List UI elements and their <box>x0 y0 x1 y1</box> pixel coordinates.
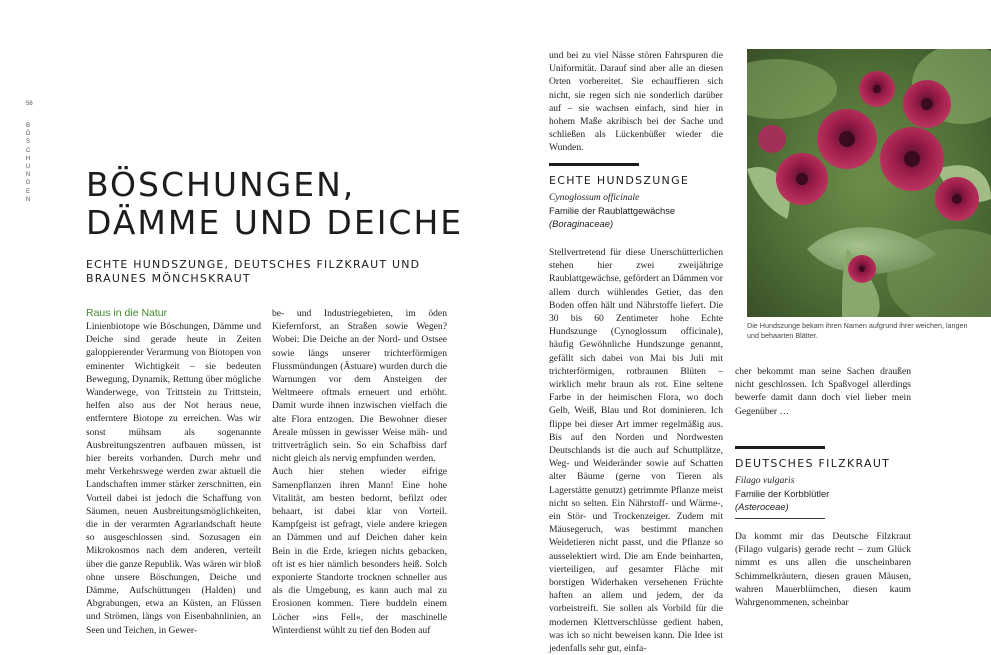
species-family-latin: (Boraginaceae) <box>549 217 614 229</box>
body-paragraph: Auch hier stehen wieder eifrige Samenpflanzen ihren Mann! Eine hohe Vitalität, am besten bedornt, befilzt oder behaart, ist dabei klar von Vorteil. Kampfgeist ist gefragt, viele andere kriegen an Dämmen und auf Deichen daher kein Bein in die Erde, kriegen nichts gebacken, oft ist es hier nämlich besonders heiß. Solch exponierte Standorte trocknen schneller aus als die Umgebung, es kann auch mal zu Erosionen kommen. Tiere buddeln einem Löcher »ins Fell«, der maschinelle Winterdienst wühlt zu tief den Boden auf <box>272 466 447 636</box>
species-latin-name: Cynoglossum officinale <box>549 192 640 203</box>
page-title <box>86 166 463 242</box>
article-subtitle: ECHTE HUNDSZUNGE, DEUTSCHES FILZKRAUT UND BRAUNES MÖNCHSKRAUT <box>86 258 421 285</box>
species-title-filzkraut: DEUTSCHES FILZKRAUT <box>735 457 891 470</box>
species-rule <box>549 163 639 166</box>
species-latin-name: Filago vulgaris <box>735 475 795 486</box>
photo-caption: Die Hundszunge bekam ihren Namen aufgrund ihrer weichen, langen und behaarten Blätter. <box>747 321 968 341</box>
species-family <box>549 205 675 231</box>
body-column-2 <box>272 307 447 637</box>
hundszunge-photo <box>747 49 991 317</box>
species-title-hundszunge: ECHTE HUNDSZUNGE <box>549 174 690 187</box>
flower-illustration <box>747 49 991 317</box>
species-rule <box>735 446 825 449</box>
title-line-1: BÖSCHUNGEN, <box>86 165 356 204</box>
body-paragraph: cher bekommt man seine Sachen draußen nicht geschlossen. Ich Spaßvogel allerdings bewerfe damit dann doch viel lieber mein Gegenüber … <box>735 366 911 417</box>
page-number: 56 <box>26 101 33 107</box>
body-column-4 <box>735 365 911 418</box>
species-2-text <box>735 530 911 609</box>
body-paragraph: und bei zu viel Nässe stören Fahrspuren die Uniformität. Darauf sind aber alle an diesen Orten vorbereitet. Sie echauffieren sich nicht, sie regen sich nie sonderlich darüber auf – sie wachsen einfach, sind hier in hohem Maße akribisch bei der Sache und schließen als Lückenbüßer wieder die Wunden. <box>549 50 723 154</box>
title-line-2: DÄMME UND DEICHE <box>86 203 464 242</box>
section-heading: Raus in die Natur <box>86 307 168 319</box>
species-1-text <box>549 246 723 655</box>
body-paragraph: Stellvertretend für diese Unerschütterlichen stehen hier zwei zweijährige Raublattgewächse, gefördert an Dämmen vor allem durch wühlendes Getier, das den Boden offen hält und Nährstoffe liefert. Die 30 bis 60 Zentimeter hohe Echte Hundszunge (Cynoglossum officinale), häufig Gewöhnliche Hundszunge genannt, gefällt sich dabei von Mai bis Juli mit trichterförmigen, rotbraunen Blüten – wirklich mehr braun als rot. Eine seltene Farbe in der heimischen Flora, wo doch Gelb, Weiß, Blau und Rot dominieren. Ich flippe bei dieser Art immer regelmäßig aus. Bis auf den Norden und Nordwesten Deutschlands ist die auch auf Schuttplätze, Weg- und Weideränder sowie auf Schatten alter Bäume (gerne von Tieren als Lagerstätte genutzt) getrimmte Pflanze meist nicht so selten. Ein Nährstoff- und Wärme-, ein Stör- und Trockenzeiger. Zudem mit Mäusegeruch, was bestimmt manchen Weidetieren nicht passt, und die Pflanze so ausselektiert wird. Die am Ende beinharten, vierteiligen, auf gesamter Fläche mit borstigen Widerhaken versehenen Früchte haften an allem und jedem, der da vorbeistreift. Sie sollen als Vorbild für die modernen Klettverschlüsse gedient haben, was ich so nicht beweisen kann. Die Idee ist jedenfalls sehr gut, einfa- <box>549 247 723 655</box>
species-family-line: Familie der Korbblütler <box>735 488 830 499</box>
body-column-3 <box>549 49 723 155</box>
body-paragraph: Da kommt mir das Deutsche Filzkraut (Filago vulgaris) gerade recht – zum Glück nimmt es uns allen die unscheinbaren Schimmelkräutern, diesen grauen Mäusen, wahren Mauerblümchen, diesen kaum Wahrgenommenen, scheinbar <box>735 531 911 609</box>
body-column-1 <box>86 320 261 637</box>
species-family-latin: (Asteroceae) <box>735 500 789 512</box>
species-family-line: Familie der Raublattgewächse <box>549 205 676 216</box>
body-paragraph: be- und Industriegebieten, im öden Kiefernforst, an Straßen sowie Wegen? Wobei: Die Deiche an der Nord- und Ostsee sowie längs unserer trichterförmigen Flussmündungen (Ästuare) wurden durch die Warnungen vor dem Ansteigen der Weltmeere oftmals erneuert und erhöht. Damit wurde ihnen inzwischen vielfach die alte Flora entzogen. Die Bewohner dieser Areale müssen in gewisser Weise mäh- und trittverträglich sein. So ein Schafbiss darf nicht gleich als nervig empfunden werden. <box>272 308 447 465</box>
body-paragraph: Linienbiotope wie Böschungen, Dämme und Deiche sind gerade heute in Zeiten galoppierender Verarmung von Biotopen von eminenter Wichtigkeit – sie bedeuten Bewegung, Dynamik, Rettung über mögliche Wanderwege, von Trittstein zu Trittstein, helfen also aus der Not heraus neue, entferntere Biotope zu erreichen. Was wir sonst mühsam als sogenannte Ausbreitungszentren aufbauen müssen, ist hier bereits vorhanden. Durch mehr und mehr Verkehrswege werden zwar aktuell die Landschaften immer stärker zerschnitten, ein Vorteil dabei ist jedoch die Schaffung von Säumen, neuen Ausbreitungsmöglichkeiten, die in der verarmten Agrarlandschaft heute so ausgeschlossen sind. Sozusagen ein Mikrokosmos nach dem anderen, verteilt über die ganze Republik. Was wären wir bloß ohne unsere Böschungen, Deiche und Dämme, Aufschüttungen (Halden) und Abgrabungen, etwa an Küsten, an Flüssen und Strömen, längs von Eisenbahnlinien, an Seen und Teichen, in Gewer- <box>86 321 261 636</box>
species-divider <box>735 518 825 519</box>
running-head: BÖSCHUNGEN <box>25 123 31 203</box>
species-family <box>735 488 829 514</box>
